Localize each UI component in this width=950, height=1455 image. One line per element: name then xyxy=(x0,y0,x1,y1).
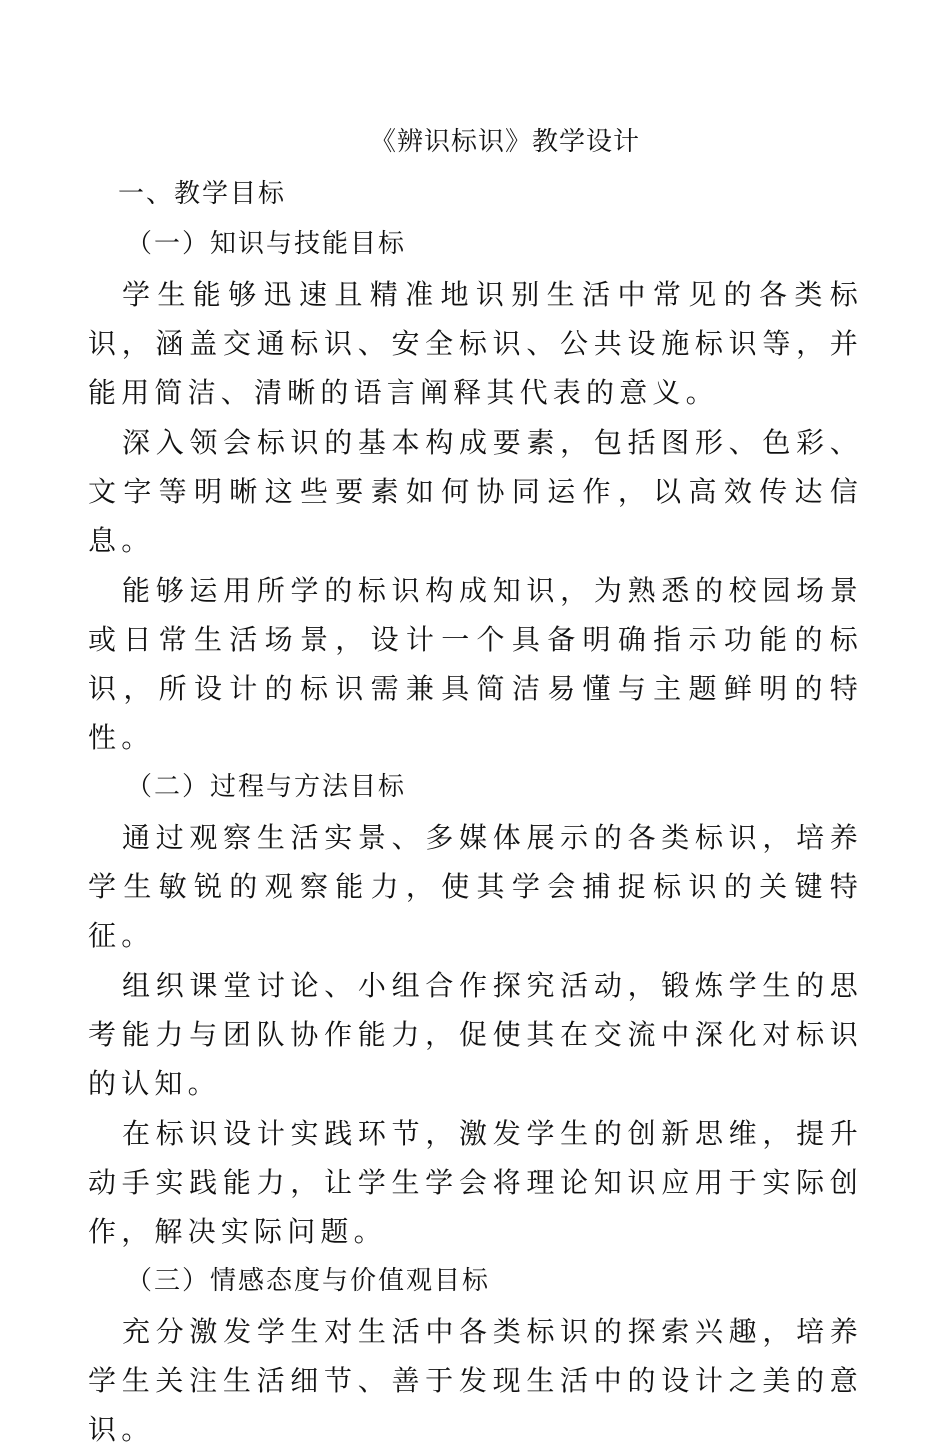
document-title: 《辨识标识》教学设计 xyxy=(369,127,640,157)
paragraph: 学生能够迅速且精准地识别生活中常见的各类标识，涵盖交通标识、安全标识、公共设施标识等，并能用简洁、清晰的语言阐释其代表的意义。 xyxy=(88,278,863,409)
subsection-heading-knowledge-skills: （一）知识与技能目标 xyxy=(126,229,407,259)
paragraph: 能够运用所学的标识构成知识，为熟悉的校园场景或日常生活场景，设计一个具备明确指示功能的标识，所设计的标识需兼具简洁易懂与主题鲜明的特性。 xyxy=(88,574,863,754)
subsection-heading-attitude-values: （三）情感态度与价值观目标 xyxy=(126,1266,491,1296)
subsection-heading-process-methods: （二）过程与方法目标 xyxy=(126,772,407,802)
document-body xyxy=(88,170,863,1455)
paragraph: 充分激发学生对生活中各类标识的探索兴趣，培养学生关注生活细节、善于发现生活中的设计之美的意识。 xyxy=(88,1315,863,1446)
paragraph: 在标识设计实践环节，激发学生的创新思维，提升动手实践能力，让学生学会将理论知识应用于实际创作，解决实际问题。 xyxy=(88,1117,863,1248)
section-heading-teaching-goals: 一、教学目标 xyxy=(118,179,287,209)
paragraph: 深入领会标识的基本构成要素，包括图形、色彩、文字等明晰这些要素如何协同运作，以高效传达信息。 xyxy=(88,426,863,557)
paragraph: 通过观察生活实景、多媒体展示的各类标识，培养学生敏锐的观察能力，使其学会捕捉标识的关键特征。 xyxy=(88,821,863,952)
paragraph: 组织课堂讨论、小组合作探究活动，锻炼学生的思考能力与团队协作能力，促使其在交流中深化对标识的认知。 xyxy=(88,969,863,1100)
